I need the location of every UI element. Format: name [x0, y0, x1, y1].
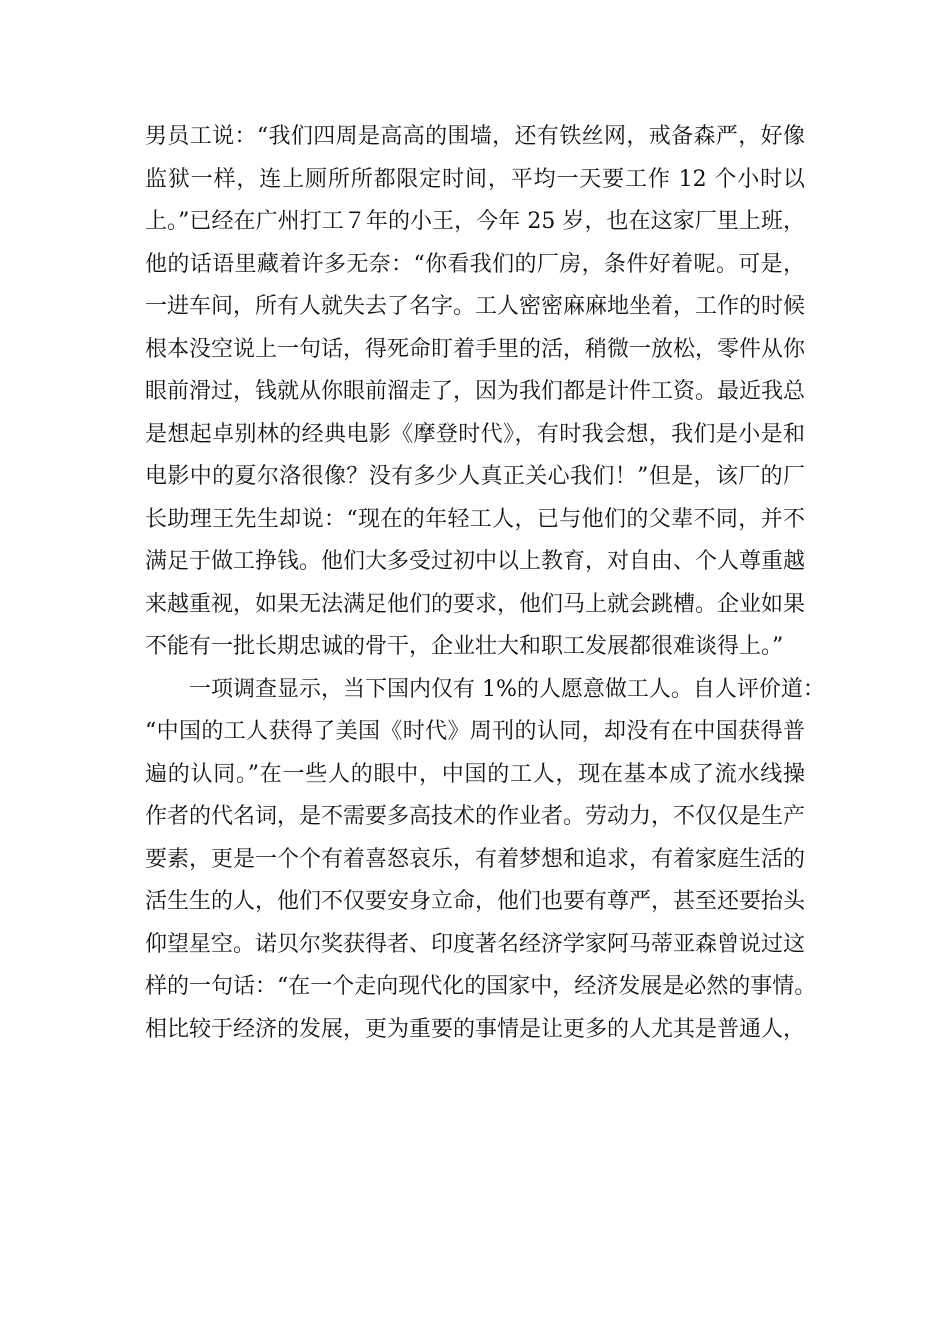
text-line: 监狱一样，连上厕所所都限定时间，平均一天要工作 12 个小时以: [145, 166, 805, 192]
text-line: 他的话语里藏着许多无奈：“你看我们的厂房，条件好着呢。可是，: [145, 251, 805, 277]
text-line: 是想起卓别林的经典电影《摩登时代》，有时我会想，我们是小是和: [145, 421, 805, 447]
text-line: 相比较于经济的发展，更为重要的事情是让更多的人尤其是普通人，: [145, 1016, 806, 1042]
text-line: 不能有一批长期忠诚的骨干，企业壮大和职工发展都很难谈得上。”: [145, 634, 784, 659]
text-line: 长助理王先生却说：“现在的年轻工人，已与他们的父辈不同，并不: [145, 506, 805, 532]
text-line: 活生生的人，他们不仅要安身立命，他们也要有尊严，甚至还要抬头: [145, 889, 806, 914]
text-line: 作者的代名词，是不需要多高技术的作业者。劳动力，不仅仅是生产: [145, 804, 806, 829]
text-line: 仰望星空。诺贝尔奖获得者、印度著名经济学家阿马蒂亚森曾说过这: [145, 931, 806, 957]
text-line: 样的一句话：“在一个走向现代化的国家中，经济发展是必然的事情。: [145, 974, 817, 999]
text-line: 男员工说：“我们四周是高高的围墙，还有铁丝网，戒备森严，好像: [145, 124, 805, 149]
text-line: 电影中的夏尔洛很像？没有多少人真正关心我们！”但是，该厂的厂: [145, 464, 805, 489]
text-line: “中国的工人获得了美国《时代》周刊的认同，却没有在中国获得普: [145, 719, 805, 744]
paragraph-1: [145, 116, 805, 669]
text-line: 要素，更是一个个有着喜怒哀乐，有着梦想和追求，有着家庭生活的: [145, 846, 806, 872]
body-text: [145, 116, 825, 1051]
text-line: 根本没空说上一句话，得死命盯着手里的活，稍微一放松，零件从你: [145, 336, 806, 362]
text-line: 一项调查显示，当下国内仅有 1%的人愿意做工人。自人评价道：: [189, 676, 825, 702]
text-line: 眼前滑过，钱就从你眼前溜走了，因为我们都是计件工资。最近我总: [145, 379, 806, 404]
text-line: 一进车间，所有人就失去了名字。工人密密麻麻地坐着，工作的时候: [145, 294, 806, 319]
text-line: 来越重视，如果无法满足他们的要求，他们马上就会跳槽。企业如果: [145, 591, 806, 617]
text-line: 遍的认同。”在一些人的眼中，中国的工人，现在基本成了流水线操: [145, 761, 805, 787]
text-line: 上。”已经在广州打工７年的小王，今年 25 岁，也在这家厂里上班，: [145, 209, 805, 234]
text-line: 满足于做工挣钱。他们大多受过初中以上教育，对自由、个人尊重越: [145, 549, 806, 574]
paragraph-2: [145, 669, 825, 1052]
